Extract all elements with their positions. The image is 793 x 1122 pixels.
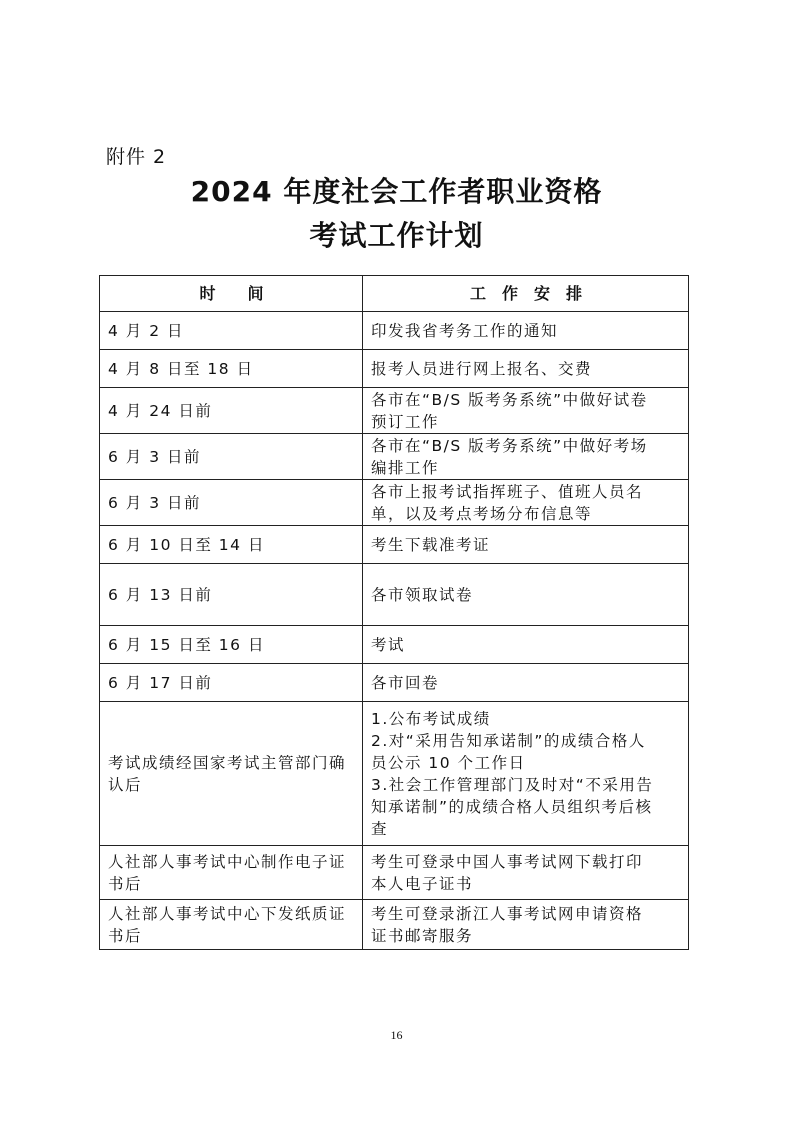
arrangement-cell: 考生下载准考证 [363, 526, 689, 564]
arrangement-cell: 考生可登录浙江人事考试网申请资格 证书邮寄服务 [363, 900, 689, 950]
exam-plan-table [99, 275, 689, 950]
arrangement-cell: 1.公布考试成绩 2.对“采用告知承诺制”的成绩合格人 员公示 10 个工作日 3.社会工作管理部门及时对“不采用告 知承诺制”的成绩合格人员组织考后核 查 [363, 702, 689, 846]
time-cell: 6 月 15 日至 16 日 [100, 626, 363, 664]
table-header-row [100, 276, 689, 312]
table-row [100, 564, 689, 626]
table-row [100, 626, 689, 664]
header-arrangement: 工 作 安 排 [363, 276, 689, 312]
time-cell: 6 月 10 日至 14 日 [100, 526, 363, 564]
time-cell: 6 月 3 日前 [100, 434, 363, 480]
page-number: 16 [390, 1028, 403, 1042]
arrangement-cell: 印发我省考务工作的通知 [363, 312, 689, 350]
table-row [100, 846, 689, 900]
table-row [100, 434, 689, 480]
table-row [100, 388, 689, 434]
table-row [100, 900, 689, 950]
time-cell: 4 月 8 日至 18 日 [100, 350, 363, 388]
time-cell: 4 月 24 日前 [100, 388, 363, 434]
arrangement-cell: 各市在“B/S 版考务系统”中做好考场 编排工作 [363, 434, 689, 480]
document-title-line-2: 考试工作计划 [309, 219, 484, 252]
time-cell: 考试成绩经国家考试主管部门确认后 [100, 702, 363, 846]
table-row [100, 702, 689, 846]
arrangement-cell: 各市回卷 [363, 664, 689, 702]
arrangement-cell: 考生可登录中国人事考试网下载打印 本人电子证书 [363, 846, 689, 900]
time-cell: 6 月 17 日前 [100, 664, 363, 702]
time-cell: 6 月 3 日前 [100, 480, 363, 526]
arrangement-cell: 报考人员进行网上报名、交费 [363, 350, 689, 388]
table-row [100, 350, 689, 388]
header-time: 时 间 [100, 276, 363, 312]
table-row [100, 480, 689, 526]
time-cell: 人社部人事考试中心下发纸质证书后 [100, 900, 363, 950]
arrangement-cell: 考试 [363, 626, 689, 664]
time-cell: 6 月 13 日前 [100, 564, 363, 626]
table-row [100, 312, 689, 350]
time-cell: 人社部人事考试中心制作电子证书后 [100, 846, 363, 900]
attachment-label: 附件 2 [106, 146, 167, 168]
time-cell: 4 月 2 日 [100, 312, 363, 350]
table-row [100, 664, 689, 702]
table-row [100, 526, 689, 564]
arrangement-cell: 各市领取试卷 [363, 564, 689, 626]
document-title-line-1: 2024 年度社会工作者职业资格 [190, 175, 603, 208]
arrangement-cell: 各市在“B/S 版考务系统”中做好试卷 预订工作 [363, 388, 689, 434]
arrangement-cell: 各市上报考试指挥班子、值班人员名 单，以及考点考场分布信息等 [363, 480, 689, 526]
